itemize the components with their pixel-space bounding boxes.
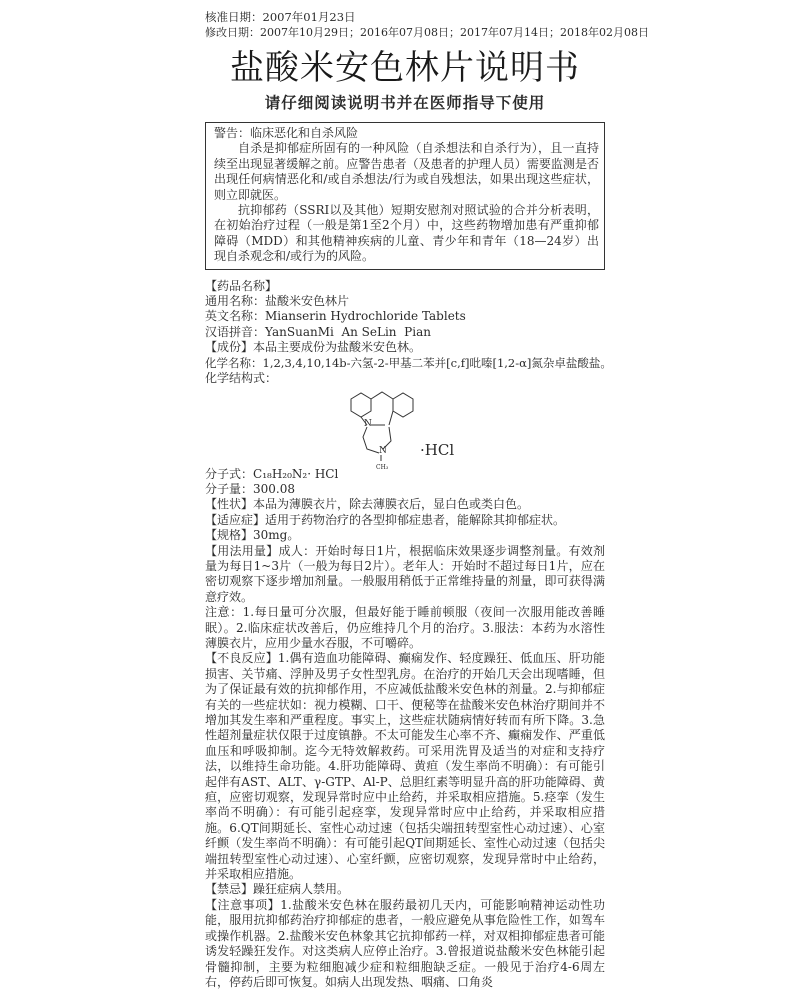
hcl-label: ·HCl <box>420 440 455 459</box>
warning-paragraph: 抗抑郁药（SSRI以及其他）短期安慰剂对照试验的合并分析表明，在初始治疗过程（一般是第1至2个月）中，这些药物增加患有严重抑郁障碍（MDD）和其他精神疾病的儿童、青少年和青年（18—24岁）出现自杀观念和/或行为的风险。 <box>214 203 599 264</box>
description: 【性状】本品为薄膜衣片，除去薄膜衣后，显白色或类白色。 <box>205 497 530 512</box>
warning-paragraph: 自杀是抑郁症所固有的一种风险（自杀想法和自杀行为），且一直持续至出现显著缓解之前。应警告患者（及患者的护理人员）需要监测是否出现任何病情恶化和/或自杀想法/行为或自残想法，如果出现这些症状，则立即就医。 <box>214 141 599 202</box>
indications: 【适应症】适用于药物治疗的各型抑郁症患者，能解除其抑郁症状。 <box>205 512 566 527</box>
chemical-name: 化学名称：1,2,3,4,10,14b-六氢-2-甲基二苯并[c,f]吡嗪[1,2-α]氮杂卓盐酸盐。 <box>205 355 612 370</box>
dosage-note: 注意：1.每日量可分次服，但最好能于睡前顿服（夜间一次服用能改善睡眠）。2.临床症状改善后，仍应维持几个月的治疗。3.服法：本药为水溶性薄膜衣片，应用少量水吞服，不可嚼碎。 <box>205 605 605 650</box>
composition: 【成份】本品主要成份为盐酸米安色林。 <box>205 340 422 355</box>
english-name: 英文名称：Mianserin Hydrochloride Tablets <box>205 309 466 324</box>
dosage: 【用法用量】成人：开始时每日1片，根据临床效果逐步调整剂量。有效剂量为每日1~3片（一般为每日2片）。老年人：开始时不超过每日1片，应在密切观察下逐步增加剂量。一般服用稍低于正常维持量的剂量，即可获得满意疗效。 <box>205 543 605 604</box>
pinyin-name: 汉语拼音：YanSuanMi An SeLin Pian <box>205 324 431 339</box>
leaflet <box>205 10 649 990</box>
nitrogen-label: N <box>364 418 372 429</box>
warning-box <box>205 122 605 270</box>
document-title: 盐酸米安色林片说明书 <box>230 48 580 88</box>
chemical-structure <box>205 387 605 471</box>
precautions: 【注意事项】1.盐酸米安色林在服药最初几天内，可能影响精神运动性功能，服用抗抑郁药治疗抑郁症的患者，一般应避免从事危险性工作，如驾车或操作机器。2.盐酸米安色林象其它抗抑郁药一样，对双相抑郁症患者可能诱发轻躁狂发作。对这类病人应停止治疗。3.曾报道说盐酸米安色林能引起骨髓抑制，主要为粒细胞减少症和粒细胞缺乏症。一般见于治疗4-6周左右，停药后即可恢复。如病人出现发热、咽痛、口角炎 <box>205 897 605 989</box>
molecular-weight: 分子量：300.08 <box>205 481 295 496</box>
generic-name: 通用名称：盐酸米安色林片 <box>205 294 350 309</box>
approval-date: 核准日期：2007年01月23日 <box>205 10 356 24</box>
section-heading-name: 【药品名称】 <box>205 278 278 293</box>
structure-label: 化学结构式： <box>205 371 278 386</box>
molecular-formula: 分子式：C₁₈H₂₀N₂· HCl <box>205 466 339 481</box>
specification: 【规格】30mg。 <box>205 528 300 543</box>
methyl-label: CH₃ <box>376 463 389 471</box>
dates <box>205 10 649 40</box>
contraindications: 【禁忌】躁狂症病人禁用。 <box>205 882 350 897</box>
revision-dates: 修改日期：2007年10月29日；2016年07月08日；2017年07月14日；2018年02月08日 <box>205 26 649 39</box>
adverse-reactions: 【不良反应】1.偶有造血功能障碍、癫痫发作、轻度躁狂、低血压、肝功能损害、关节痛、浮肿及男子女性型乳房。在治疗的开始几天会出现嗜睡，但为了保证最有效的抗抑郁作用，不应减低盐酸米安色林的剂量。2.与抑郁症有关的一些症状如：视力模糊、口干、便秘等在盐酸米安色林治疗期间并不增加其发生率和严重程度。事实上，这些症状随病情好转而有所下降。3.急性超剂量症状仅限于过度镇静。不太可能发生心率不齐、癫痫发作、严重低血压和呼吸抑制。迄今无特效解救药。可采用洗胃及适当的对症和支持疗法，以维持生命功能。4.肝功能障碍、黄疸（发生率尚不明确）：有可能引起伴有AST、ALT、γ-GTP、Al-P、总胆红素等明显升高的肝功能障碍、黄疸，应密切观察，发现异常时应中止给药，并采取相应措施。5.痉挛（发生率尚不明确）：有可能引起痉挛，发现异常时应中止给药，并采取相应措施。6.QT间期延长、室性心动过速（包括尖端扭转型室性心动过速）、心室纤颤（发生率尚不明确）：有可能引起QT间期延长、室性心动过速（包括尖端扭转型室性心动过速）、心室纤颤，应密切观察，发现异常时中止给药，并采取相应措施。 <box>205 651 605 882</box>
warning-heading: 警告：临床恶化和自杀风险 <box>214 126 359 140</box>
nitrogen-label: N <box>379 445 387 456</box>
leaflet-body <box>205 278 612 990</box>
document-subtitle: 请仔细阅读说明书并在医师指导下使用 <box>264 94 546 112</box>
